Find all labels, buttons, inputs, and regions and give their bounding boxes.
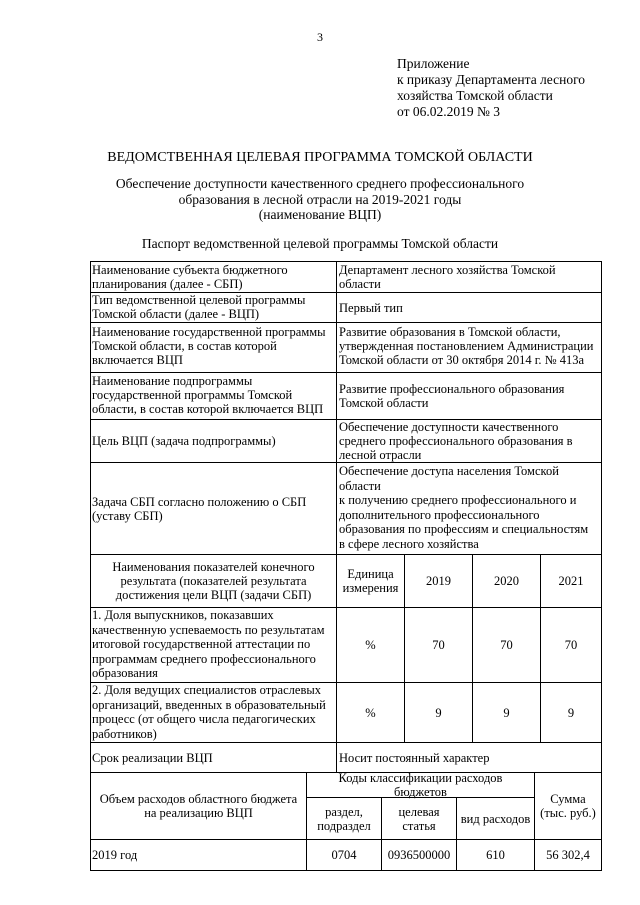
passport-title: Паспорт ведомственной целевой программы Томской области bbox=[141, 236, 499, 251]
program-name bbox=[0, 176, 640, 223]
value-goal: Обеспечение доступности качественного среднего профессионального образования в лесной отрасли bbox=[339, 420, 573, 462]
label-program-type: Тип ведомственной целевой программы Томской области (далее - ВЦП) bbox=[92, 293, 306, 321]
page-number: 3 bbox=[317, 30, 323, 44]
indicator-2-2021: 9 bbox=[567, 705, 575, 720]
appendix-line: к приказу Департамента лесного bbox=[397, 72, 586, 87]
label-subprogram: Наименование подпрограммы государственной программы Томской области, в состав которой включается ВЦП bbox=[92, 374, 324, 416]
year-header-2020: 2020 bbox=[494, 574, 519, 588]
indicator-2-name: 2. Доля ведущих специалистов отраслевых организаций, введенных в образовательный процесс (от общего числа педагогических работников) bbox=[92, 683, 326, 741]
label-task: Задача СБП согласно положению о СБП (уставу СБП) bbox=[92, 494, 307, 523]
passport-table bbox=[90, 261, 602, 871]
indicator-1-2020: 70 bbox=[500, 638, 513, 652]
budget-article: 0936500000 bbox=[387, 848, 451, 862]
value-program-type: Первый тип bbox=[339, 300, 403, 315]
program-name-line: образования в лесной отрасли на 2019-2021 годы bbox=[178, 191, 462, 207]
appendix-block bbox=[397, 56, 585, 120]
section-header: раздел, подраздел bbox=[317, 804, 371, 833]
document-title: ВЕДОМСТВЕННАЯ ЦЕЛЕВАЯ ПРОГРАММА ТОМСКОЙ ОБЛАСТИ bbox=[107, 150, 533, 165]
budget-year: 2019 год bbox=[92, 848, 138, 862]
indicator-2-2020: 9 bbox=[503, 705, 510, 720]
value-subject: Департамент лесного хозяйства Томской области bbox=[339, 263, 556, 291]
program-name-line: Обеспечение доступности качественного среднего профессионального bbox=[115, 176, 525, 191]
indicator-1-name: 1. Доля выпускников, показавших качественную успеваемость по результатам итоговой государственной аттестации по программам среднего профессионального образования bbox=[92, 608, 325, 680]
year-header-2019: 2019 bbox=[426, 574, 451, 588]
value-task: Обеспечение доступа населения Томской области к получению среднего профессионального и дополнительного профессионального образования по профессиям и специальностям в сфере лесного хозяйства bbox=[339, 464, 589, 551]
unit-header: Единица измерения bbox=[342, 567, 399, 595]
program-name-caption: (наименование ВЦП) bbox=[258, 207, 382, 222]
budget-section: 0704 bbox=[331, 848, 357, 862]
label-goal: Цель ВЦП (задача подпрограммы) bbox=[92, 434, 276, 448]
indicator-1-2019: 70 bbox=[432, 638, 445, 652]
term-label: Срок реализации ВЦП bbox=[92, 750, 213, 765]
value-state-program: Развитие образования в Томской области, утвержденная постановлением Администрации Томской области от 30 октября 2014 г. № 413а bbox=[339, 325, 594, 367]
budget-expense-type: 610 bbox=[486, 848, 505, 862]
indicator-2-2019: 9 bbox=[435, 705, 442, 720]
appendix-line: от 06.02.2019 № 3 bbox=[397, 104, 500, 119]
codes-header: Коды классификации расходов бюджетов bbox=[338, 771, 503, 799]
label-subject: Наименование субъекта бюджетного планирования (далее - СБП) bbox=[92, 263, 288, 291]
term-value: Носит постоянный характер bbox=[339, 750, 490, 765]
article-header: целевая статья bbox=[398, 804, 440, 833]
label-state-program: Наименование государственной программы Томской области, в состав которой включается ВЦП bbox=[92, 325, 326, 367]
budget-label: Объем расходов областного бюджета на реализацию ВЦП bbox=[99, 792, 298, 820]
budget-sum: 56 302,4 bbox=[546, 848, 590, 862]
indicator-name-header: Наименования показателей конечного результата (показателей результата достижения цели ВЦП (задачи СБП) bbox=[112, 560, 315, 602]
indicator-1-2021: 70 bbox=[564, 638, 578, 652]
appendix-line: Приложение bbox=[397, 56, 470, 71]
value-subprogram: Развитие профессионального образования Томской области bbox=[339, 382, 565, 410]
indicator-1-unit: % bbox=[365, 638, 376, 652]
sum-header: Сумма (тыс. руб.) bbox=[540, 792, 596, 820]
indicator-2-unit: % bbox=[365, 705, 376, 720]
year-header-2021: 2021 bbox=[558, 574, 584, 588]
appendix-line: хозяйства Томской области bbox=[397, 88, 553, 103]
expense-type-header: вид расходов bbox=[460, 811, 531, 826]
